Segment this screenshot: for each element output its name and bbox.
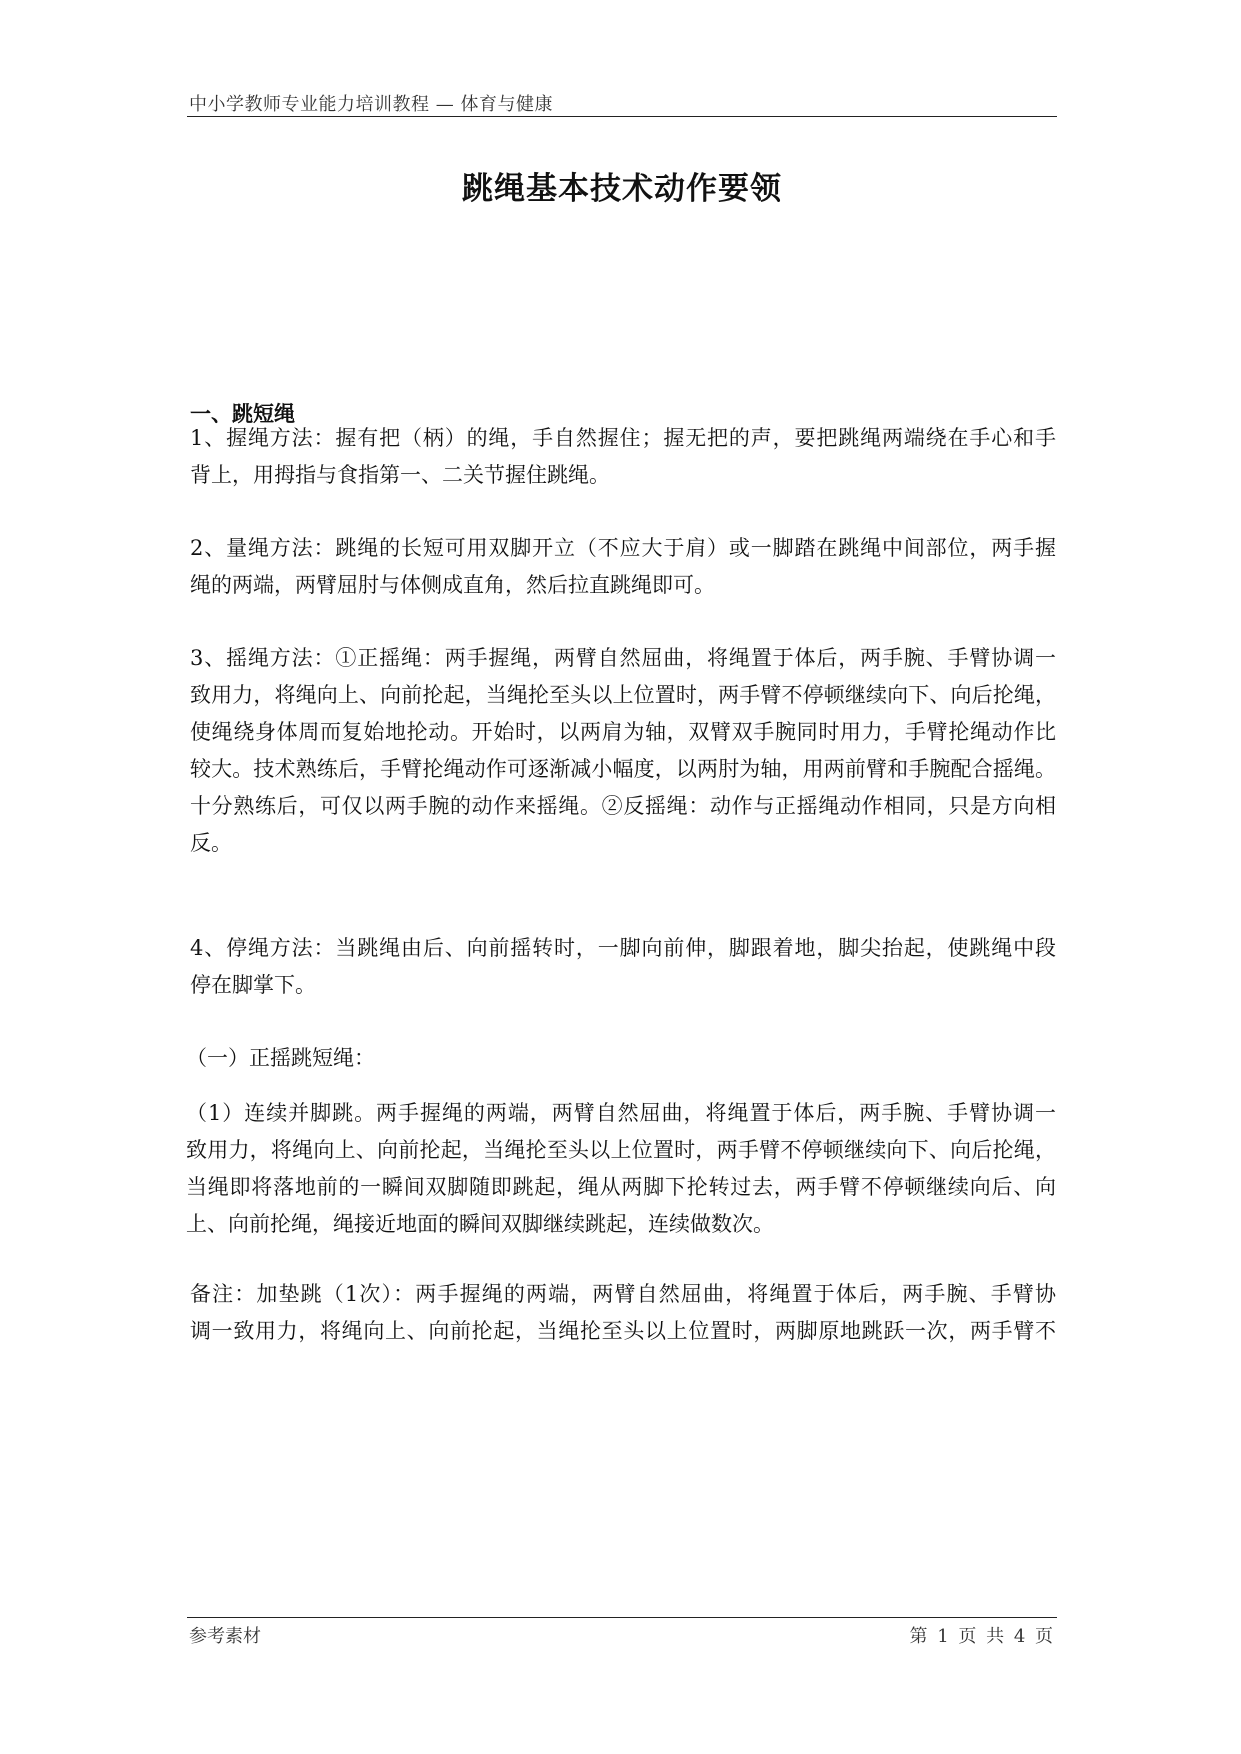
page-number: 第 1 页 共 4 页 [909, 1626, 1055, 1647]
paragraph-line: 绳的两端，两臂屈肘与体侧成直角，然后拉直跳绳即可。 [190, 573, 715, 597]
paragraph-continuous-jump [186, 1095, 1056, 1243]
paragraph-line: 致用力，将绳向上、向前抡起，当绳抡至头以上位置时，两手臂不停顿继续向下、向后抡绳， [190, 683, 1056, 707]
paragraph-line: 背上，用拇指与食指第一、二关节握住跳绳。 [190, 463, 610, 487]
paragraph-line: 反。 [190, 831, 232, 855]
paragraph-measure-method [190, 530, 1056, 604]
paragraph-line: 致用力，将绳向上、向前抡起，当绳抡至头以上位置时，两手臂不停顿继续向下、向后抡绳， [186, 1138, 1056, 1162]
paragraph-line: （一）正摇跳短绳： [186, 1046, 375, 1070]
document-title: 跳绳基本技术动作要领 [462, 171, 782, 207]
header-text: 中小学教师专业能力培训教程 — 体育与健康 [189, 94, 553, 115]
paragraph-stop-method [190, 930, 1056, 1004]
paragraph-line: 使绳绕身体周而复始地抡动。开始时，以两肩为轴，双臂双手腕同时用力，手臂抡绳动作比 [190, 720, 1056, 744]
paragraph-grip-method [190, 420, 1056, 494]
paragraph-swing-method [190, 640, 1056, 862]
paragraph-line: 4、停绳方法：当跳绳由后、向前摇转时，一脚向前伸，脚跟着地，脚尖抬起，使跳绳中段 [190, 936, 1056, 960]
paragraph-note [190, 1276, 1056, 1350]
paragraph-line: 1、握绳方法：握有把（柄）的绳，手自然握住；握无把的声，要把跳绳两端绕在手心和手 [190, 426, 1056, 450]
page-header [187, 88, 1057, 117]
paragraph-line: 调一致用力，将绳向上、向前抡起，当绳抡至头以上位置时，两脚原地跳跃一次，两手臂不 [190, 1319, 1056, 1343]
paragraph-line: 2、量绳方法：跳绳的长短可用双脚开立（不应大于肩）或一脚踏在跳绳中间部位，两手握 [190, 536, 1056, 560]
paragraph-line: （1）连续并脚跳。两手握绳的两端，两臂自然屈曲，将绳置于体后，两手腕、手臂协调一 [186, 1101, 1056, 1125]
paragraph-line: 3、摇绳方法：①正摇绳：两手握绳，两臂自然屈曲，将绳置于体后，两手腕、手臂协调一 [190, 646, 1056, 670]
paragraph-line: 备注：加垫跳（1次）：两手握绳的两端，两臂自然屈曲，将绳置于体后，两手腕、手臂协 [190, 1282, 1056, 1306]
paragraph-line: 当绳即将落地前的一瞬间双脚随即跳起，绳从两脚下抡转过去，两手臂不停顿继续向后、向 [186, 1175, 1056, 1199]
section-heading: 一、跳短绳 [190, 401, 295, 426]
paragraph-line: 较大。技术熟练后，手臂抡绳动作可逐渐减小幅度，以两肘为轴，用两前臂和手腕配合摇绳。 [190, 757, 1056, 781]
footer-source-label: 参考素材 [189, 1626, 261, 1647]
paragraph-line: 停在脚掌下。 [190, 973, 316, 997]
subsection-heading [186, 1040, 1052, 1077]
paragraph-line: 十分熟练后，可仅以两手腕的动作来摇绳。②反摇绳：动作与正摇绳动作相同，只是方向相 [190, 794, 1056, 818]
page-footer [187, 1617, 1057, 1647]
paragraph-line: 上、向前抡绳，绳接近地面的瞬间双脚继续跳起，连续做数次。 [186, 1212, 774, 1236]
